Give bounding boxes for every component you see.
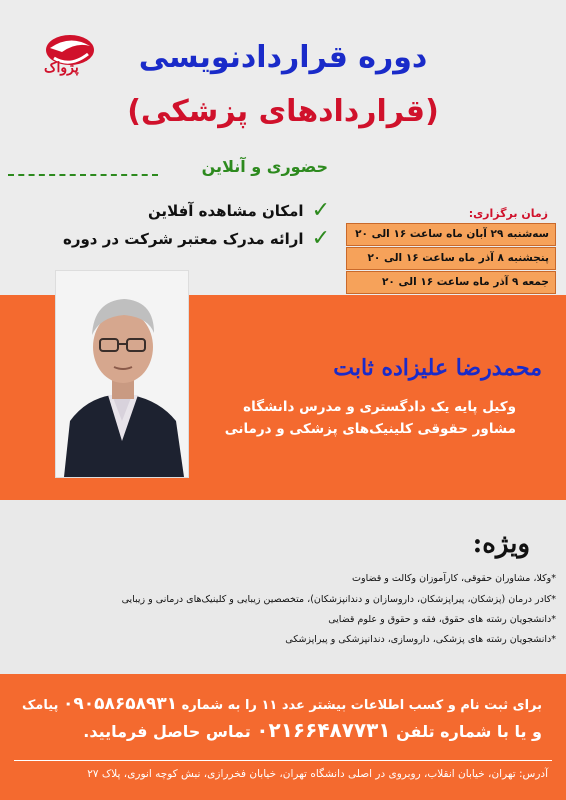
- course-subtitle: (قراردادهای پزشکی): [127, 94, 439, 129]
- address-divider: [14, 760, 552, 761]
- speaker-photo: [55, 270, 189, 478]
- feature-text: امکان مشاهده آفلاین: [147, 202, 304, 220]
- registration-phone-line: [83, 718, 542, 742]
- schedule-list: [346, 223, 556, 295]
- address: آدرس: تهران، خیابان انقلاب، روبروی در اصلی دانشگاه تهران، خیابان فخررازی، نبش کوچه انوری، پلاک ۲۷: [87, 768, 548, 780]
- sms-instruction: برای ثبت نام و کسب اطلاعات بیشتر عدد ۱۱ را به شماره: [181, 698, 542, 713]
- phone-instruction: و یا با شماره تلفن: [396, 722, 542, 741]
- audience-title: ویژه:: [472, 529, 530, 559]
- feature-item: [148, 200, 330, 222]
- schedule-session: سه‌شنبه ۲۹ آبان ماه ساعت ۱۶ الی ۲۰: [346, 223, 556, 246]
- phone-suffix: تماس حاصل فرمایید.: [83, 722, 251, 741]
- registration-sms-line: [22, 694, 542, 714]
- check-icon: ✓: [311, 226, 330, 251]
- feature-text: ارائه مدرک معتبر شرکت در دوره: [62, 230, 304, 248]
- course-title: دوره قراردادنویسی: [138, 40, 428, 75]
- check-icon: ✓: [311, 198, 330, 223]
- sms-label: پیامک: [21, 698, 59, 713]
- course-mode: حضوری و آنلاین: [201, 157, 328, 176]
- speaker-description: مشاور حقوقی کلینیک‌های پزشکی و درمانی: [224, 421, 516, 437]
- audience-item: *کادر درمان (پزشکان، پیراپزشکان، داروسازان و دندانپزشکان)، متخصصین زیبایی و کلینیک‌های درمانی و زیبایی: [121, 594, 556, 605]
- dashed-divider: [8, 174, 158, 176]
- sms-number: ۰۹۰۵۸۶۵۸۹۳۱: [62, 694, 178, 714]
- feature-item: [63, 228, 330, 250]
- schedule-title: زمان برگزاری:: [468, 207, 548, 220]
- speaker-name: محمدرضا علیزاده ثابت: [333, 355, 542, 381]
- audience-item: *دانشجویان رشته های پزشکی، داروسازی، دندانپزشکی و پیراپزشکی: [285, 634, 556, 645]
- speaker-description: وکیل پایه یک دادگستری و مدرس دانشگاه: [243, 399, 516, 415]
- audience-item: *دانشجویان رشته های حقوق، فقه و حقوق و علوم قضایی: [328, 614, 556, 625]
- phone-number: ۰۲۱۶۶۴۸۷۷۳۱: [256, 718, 391, 742]
- audience-item: *وکلا، مشاوران حقوقی، کارآموزان وکالت و قضاوت: [352, 573, 556, 584]
- schedule-session: جمعه ۹ آذر ماه ساعت ۱۶ الی ۲۰: [346, 271, 556, 294]
- schedule-session: پنجشنبه ۸ آذر ماه ساعت ۱۶ الی ۲۰: [346, 247, 556, 270]
- logo-text: پژواک: [44, 60, 79, 76]
